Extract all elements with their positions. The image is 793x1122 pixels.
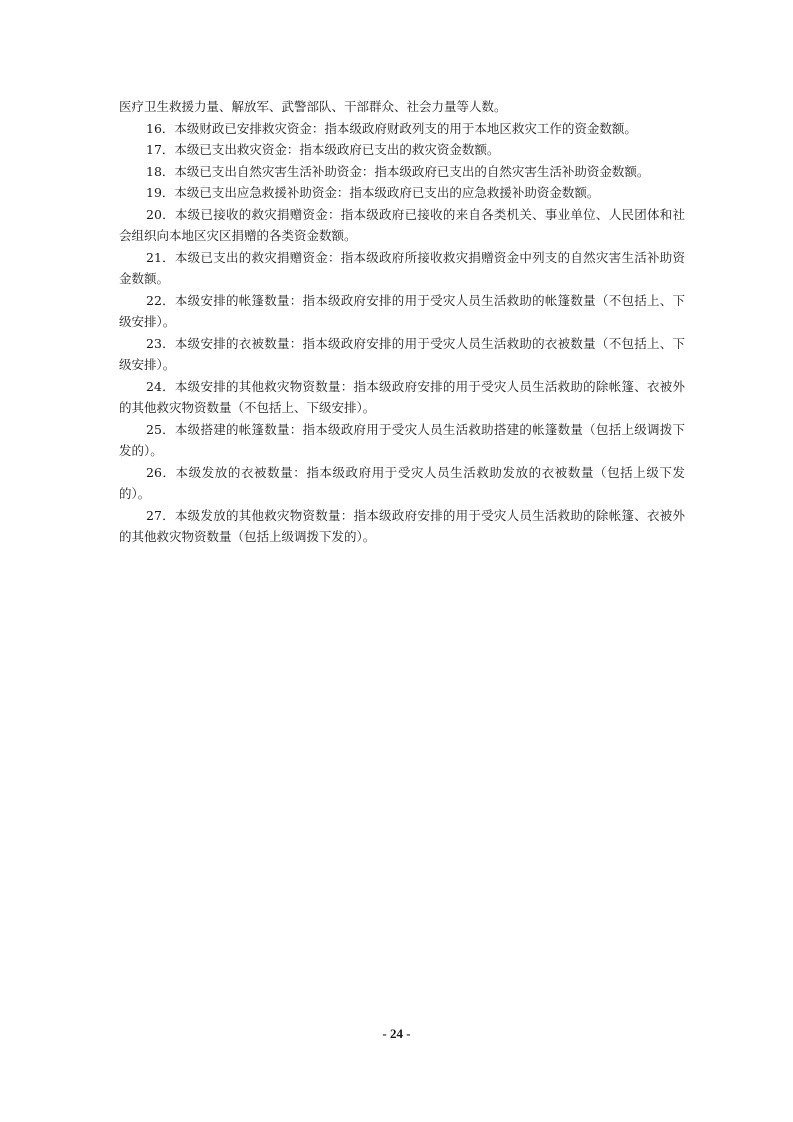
paragraph-item-27: 27．本级发放的其他救灾物资数量：指本级政府安排的用于受灾人员生活救助的除帐篷、衣被外的其他救灾物资数量（包括上级调拨下发的）。 — [119, 507, 685, 544]
paragraph-item-24: 24．本级安排的其他救灾物资数量：指本级政府安排的用于受灾人员生活救助的除帐篷、衣被外的其他救灾物资数量（不包括上、下级安排）。 — [119, 378, 685, 415]
paragraph-item-20: 20．本级已接收的救灾捐赠资金：指本级政府已接收的来自各类机关、事业单位、人民团体和社会组织向本地区灾区捐赠的各类资金数额。 — [119, 206, 685, 243]
paragraph-item-25: 25．本级搭建的帐篷数量：指本级政府用于受灾人员生活救助搭建的帐篷数量（包括上级调拨下发的）。 — [119, 421, 685, 458]
page-number: - 24 - — [382, 1026, 411, 1041]
paragraph-item-17: 17．本级已支出救灾资金：指本级政府已支出的救灾资金数额。 — [146, 142, 500, 157]
paragraph-continuation: 医疗卫生救援力量、解放军、武警部队、干部群众、社会力量等人数。 — [119, 99, 507, 114]
paragraph-item-21: 21．本级已支出的救灾捐赠资金：指本级政府所接收救灾捐赠资金中列支的自然灾害生活补助资金数额。 — [119, 249, 685, 286]
paragraph-item-19: 19．本级已支出应急救援补助资金：指本级政府已支出的应急救援补助资金数额。 — [146, 185, 600, 200]
paragraph-item-23: 23．本级安排的衣被数量：指本级政府安排的用于受灾人员生活救助的衣被数量（不包括上、下级安排）。 — [119, 335, 685, 372]
paragraph-item-26: 26．本级发放的衣被数量：指本级政府用于受灾人员生活救助发放的衣被数量（包括上级下发的）。 — [119, 464, 685, 501]
paragraph-item-18: 18．本级已支出自然灾害生活补助资金：指本级政府已支出的自然灾害生活补助资金数额。 — [146, 163, 650, 179]
paragraph-item-16: 16．本级财政已安排救灾资金：指本级政府财政列支的用于本地区救灾工作的资金数额。 — [146, 120, 637, 136]
document-body — [119, 96, 685, 548]
paragraph-item-22: 22．本级安排的帐篷数量：指本级政府安排的用于受灾人员生活救助的帐篷数量（不包括上、下级安排）。 — [119, 292, 685, 329]
